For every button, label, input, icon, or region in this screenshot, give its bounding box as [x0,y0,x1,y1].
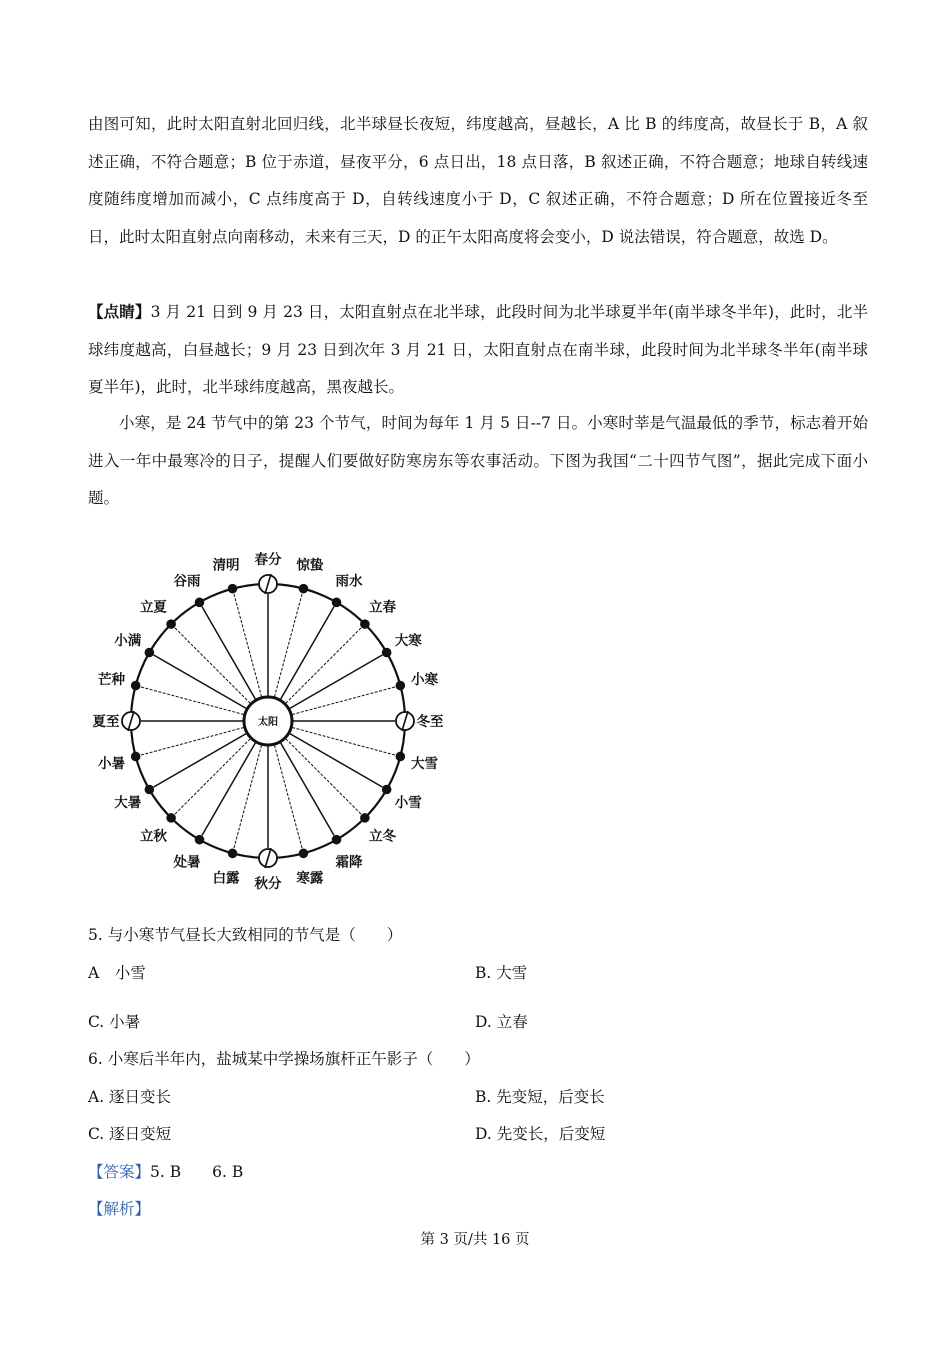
question-5-stem: 5. 与小寒节气昼长大致相同的节气是（ ） [88,926,403,944]
earth-position-dot [396,752,406,762]
solar-term-label: 冬至 [416,714,444,730]
earth-position-dot [228,584,238,594]
question-5-option-b: B. 大雪 [475,964,528,982]
tip-paragraph [88,293,868,407]
sun-label: 太阳 [258,717,278,728]
earth-position-dot [360,813,370,823]
earth-position-dot [166,619,176,629]
analysis-label-text: 【解析】 [88,1200,151,1218]
tip-label: 【点睛】 [88,302,151,321]
question-5-option-d: D. 立春 [475,1013,528,1031]
earth-position-dot [195,835,205,845]
question-6-stem: 6. 小寒后半年内，盐城某中学操场旗杆正午影子（ ） [88,1050,480,1068]
question-6-option-d: D. 先变长，后变短 [475,1125,606,1143]
solar-term-label: 立夏 [139,599,167,616]
question-5-option-a: A 小雪 [88,964,146,982]
solar-term-label: 处暑 [173,854,201,871]
earth-position-dot [195,598,205,608]
earth-position-dot [299,584,309,594]
solar-term-label: 雨水 [335,573,363,590]
question-6-option-a: A. 逐日变长 [88,1088,172,1106]
earth-position-dot [145,648,155,658]
question-5-option-c: C. 小暑 [88,1013,141,1031]
solar-term-label: 霜降 [335,854,363,871]
earth-position-dot [131,752,141,762]
solar-term-label: 白露 [212,870,240,887]
solar-term-label: 立冬 [369,828,397,845]
earth-position-dot [299,849,309,859]
sunray-line [286,628,362,704]
sunray-line [154,734,247,788]
solar-term-label: 秋分 [254,876,282,892]
sunray-line [140,727,243,755]
solar-term-label: 大雪 [410,755,438,772]
earth-position-dot [332,835,342,845]
earth-position-dot [382,785,392,795]
earth-position-dot [145,785,155,795]
sunray-line [202,743,256,836]
solar-term-label: 清明 [212,557,240,574]
solar-term-label: 大暑 [114,795,142,811]
analysis-label [88,1198,150,1220]
earth-position-dot [332,598,342,608]
sunray-line [274,593,302,696]
sunray-line [286,739,362,815]
sunray-line [281,743,335,836]
sunray-line [234,745,262,848]
tip-text: 3 月 21 日到 9 月 23 日，太阳直射点在北半球，此段时间为北半球夏半年(南半球冬半年)，此时，北半球纬度越高，白昼越长；9 月 23 日到次年 3 月 21 日，太阳直射点在南半球，此段时间为北半球冬半年(南半球夏半年)，此时，北半球纬度越高，黑夜越长。 [88,303,868,396]
sunray-line [281,607,335,700]
earth-position-dot [131,681,141,691]
answer-text: 5. B 6. B [150,1163,244,1181]
earth-position-dot [228,849,238,859]
solar-term-label: 小暑 [98,755,126,772]
solar-term-label: 惊蛰 [296,557,324,574]
answer-label: 【答案】 [88,1163,151,1181]
sunray-line [175,739,251,815]
page-footer: 第 3 页/共 16 页 [420,1232,530,1248]
sunray-line [234,593,262,696]
sunray-line [292,687,395,715]
analysis-paragraph: 由图可知，此时太阳直射北回归线，北半球昼长夜短，纬度越高，昼越长，A 比 B 的纬度高，故昼长于 B，A 叙述正确，不符合题意；B 位于赤道，昼夜平分，6 点日出，18 点日落，B 叙述正确，不符合题意；地球自转线速度随纬度增加而减小，C 点纬度高于 D，自转线速度小于 D，C 叙述正确，不符合题意；D 所在位置接近冬至日，此时太阳直射点向南移动，未来有三天，D 的正午太阳高度将会变小，D 说法错误，符合题意，故选 D。 [88,115,868,246]
question-6-option-b: B. 先变短，后变长 [475,1088,605,1106]
sunray-line [290,655,383,709]
earth-position-dot [382,648,392,658]
earth-position-dot [396,681,406,691]
solar-term-label: 大寒 [394,633,422,649]
intro-paragraph: 小寒，是 24 节气中的第 23 个节气，时间为每年 1 月 5 日--7 日。小寒时莘是气温最低的季节，标志着开始进入一年中最寒冷的日子，提醒人们要做好防寒房东等农事活动。下图为我国“二十四节气图”，据此完成下面小题。 [88,414,868,507]
sunray-line [154,655,247,709]
earth-position-dot [166,813,176,823]
question-6-option-c: C. 逐日变短 [88,1125,172,1143]
sunray-line [175,628,251,704]
sunray-line [274,745,302,848]
earth-position-dot [360,619,370,629]
solar-term-label: 谷雨 [173,573,201,590]
solar-term-label: 立秋 [139,828,167,845]
solar-term-label: 芒种 [98,672,126,689]
sunray-line [140,687,243,715]
solar-term-label: 夏至 [92,714,120,730]
solar-term-label: 小雪 [394,795,422,811]
solar-term-label: 春分 [254,552,282,568]
solar-terms-figure [82,526,454,906]
solar-term-label: 寒露 [296,870,324,887]
solar-term-label: 立春 [369,599,397,616]
sunray-line [290,734,383,788]
solar-terms-diagram [82,526,454,906]
solar-term-label: 小满 [114,633,142,649]
answer-line [88,1161,243,1183]
solar-term-label: 小寒 [410,672,438,689]
sunray-line [292,727,395,755]
sunray-line [202,607,256,700]
